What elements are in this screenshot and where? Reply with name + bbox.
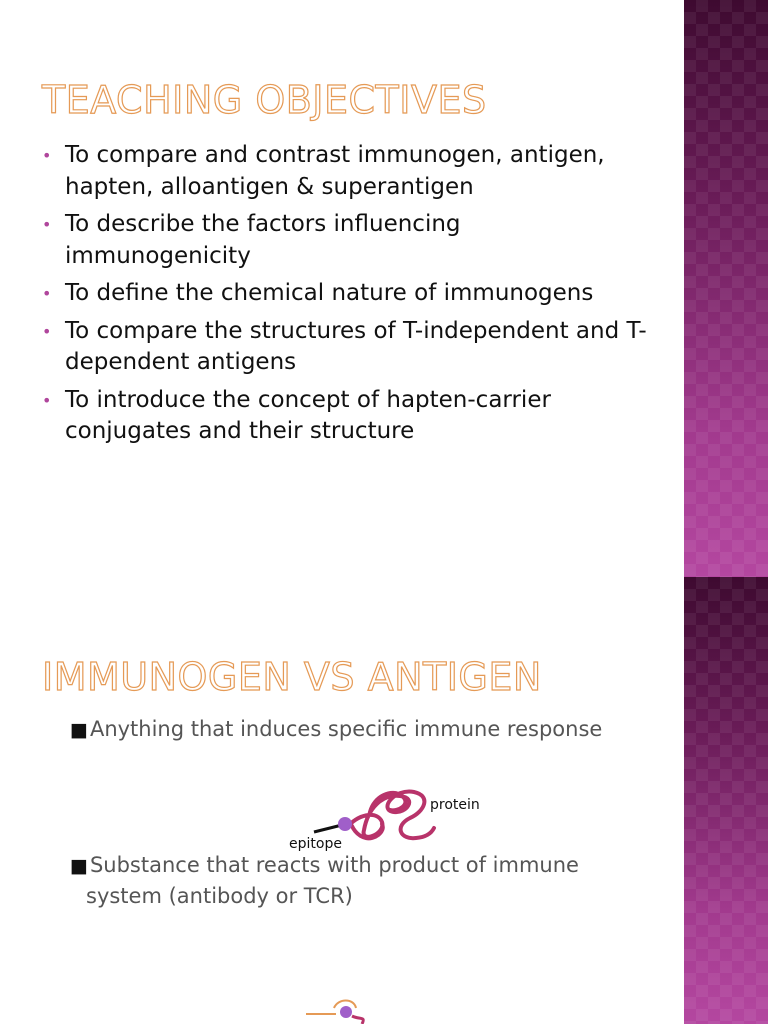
epitope-label: epitope xyxy=(289,836,342,852)
definition-text-line1: Substance that reacts with product of immune xyxy=(89,853,579,877)
definition-text-line2: system (antibody or TCR) xyxy=(86,884,353,908)
antigen-mini-graphic xyxy=(300,994,380,1024)
objective-text: To compare the structures of T-independent and T-dependent antigens xyxy=(65,317,647,375)
slide-immunogen-vs-antigen xyxy=(0,577,768,1024)
bullet-icon: • xyxy=(42,215,52,234)
square-bullet-icon: ■ xyxy=(70,855,88,877)
protein-label: protein xyxy=(430,797,480,813)
objective-text: To compare and contrast immunogen, antigen, hapten, alloantigen & superantigen xyxy=(65,142,605,200)
objectives-list xyxy=(42,140,652,454)
slide-title: IMMUNOGEN VS ANTIGEN xyxy=(42,655,542,699)
definition-immunogen xyxy=(70,714,630,745)
list-item xyxy=(42,140,652,203)
protein-strand xyxy=(348,792,434,839)
decorative-side-band xyxy=(684,0,768,577)
slide-title: TEACHING OBJECTIVES xyxy=(42,78,487,122)
list-item xyxy=(42,316,652,379)
mini-epitope-marker xyxy=(340,1006,352,1018)
definition-antigen xyxy=(70,850,630,911)
bullet-icon: • xyxy=(42,284,52,303)
list-item xyxy=(42,385,652,448)
decorative-side-band xyxy=(684,577,768,1024)
list-item xyxy=(42,209,652,272)
list-item xyxy=(42,278,652,310)
epitope-stick xyxy=(314,825,342,832)
definition-text: Anything that induces specific immune response xyxy=(89,717,603,741)
bullet-icon: • xyxy=(42,321,52,341)
antigen-mini-diagram xyxy=(300,994,380,1024)
objective-text: To introduce the concept of hapten-carrier conjugates and their structure xyxy=(65,386,551,444)
bullet-icon: • xyxy=(42,146,52,165)
mini-protein-strand xyxy=(352,1016,363,1024)
epitope-marker xyxy=(338,817,352,831)
objective-text: To define the chemical nature of immunogens xyxy=(65,280,594,306)
objective-text: To describe the factors influencing immunogenicity xyxy=(65,211,461,269)
bullet-icon: • xyxy=(42,390,52,410)
square-bullet-icon: ■ xyxy=(70,719,88,741)
